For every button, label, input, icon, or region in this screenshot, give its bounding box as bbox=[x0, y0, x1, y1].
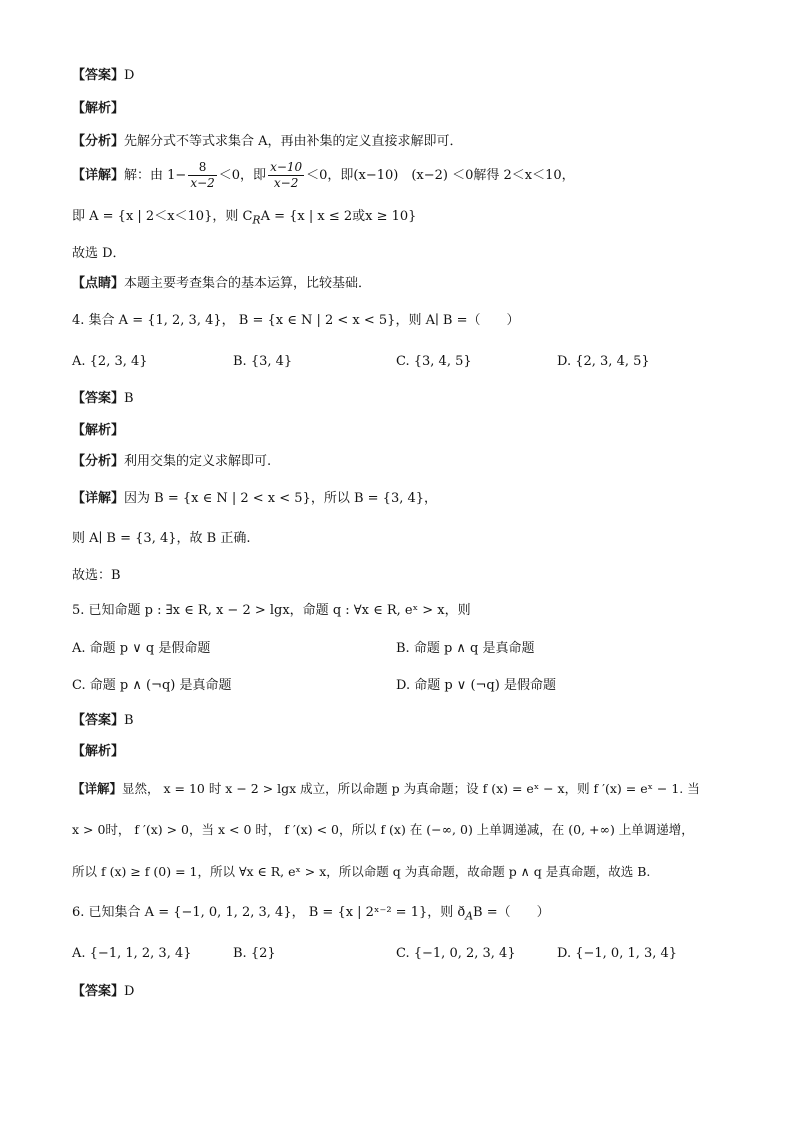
answer-label: 【答案】 bbox=[72, 68, 125, 83]
q4-detail-line-2: 则 A∣ B = {3, 4}，故 B 正确. bbox=[72, 531, 251, 546]
q5-detail-line-2: x > 0时， f ′(x) > 0，当 x < 0 时， f ′(x) < 0，所以 f (x) 在 (−∞, 0) 上单调递减，在 (0, +∞) 上单调递增， bbox=[72, 822, 694, 837]
q6-option-a: A. {−1, 1, 2, 3, 4} bbox=[72, 946, 192, 961]
q4-option-b: B. {3, 4} bbox=[233, 354, 293, 369]
q3-fenxi-line: 【分析】先解分式不等式求集合 A，再由补集的定义直接求解即可． bbox=[72, 134, 463, 149]
q5-detail-line-1: 【详解】显然， x = 10 时 x − 2 > lgx 成立，所以命题 p 为真命题；设 f (x) = eˣ − x，则 f ′(x) = eˣ − 1. 当 bbox=[72, 781, 700, 796]
q5-answer-line: 【答案】B bbox=[72, 713, 134, 728]
q6-option-b: B. {2} bbox=[233, 946, 276, 961]
q3-choose-line: 故选 D． bbox=[72, 246, 126, 261]
fraction: $\frac{8}{x-2}$ bbox=[190, 160, 215, 190]
q5-stem: 5. 已知命题 p : ∃x ∈ R, x − 2 > lgx，命题 q : ∀x ∈ R, eˣ > x，则 bbox=[72, 603, 471, 618]
fraction: $\frac{x-10}{x-2}$ bbox=[270, 160, 303, 190]
q3-comment-line: 【点睛】本题主要考查集合的基本运算，比较基础． bbox=[72, 276, 372, 291]
q4-fenxi-line: 【分析】利用交集的定义求解即可. bbox=[72, 454, 272, 469]
q5-option-d: D. 命题 p ∨ (¬q) 是假命题 bbox=[396, 678, 556, 693]
q4-option-d: D. {2, 3, 4, 5} bbox=[557, 354, 650, 369]
q5-option-c: C. 命题 p ∧ (¬q) 是真命题 bbox=[72, 678, 232, 693]
q4-analysis-label: 【解析】 bbox=[72, 423, 125, 438]
q6-option-c: C. {−1, 0, 2, 3, 4} bbox=[396, 946, 516, 961]
q6-answer-line: 【答案】D bbox=[72, 984, 135, 999]
q4-answer-line: 【答案】B bbox=[72, 391, 134, 406]
q5-analysis-label: 【解析】 bbox=[72, 744, 125, 759]
q4-option-c: C. {3, 4, 5} bbox=[396, 354, 472, 369]
q5-option-b: B. 命题 p ∧ q 是真命题 bbox=[396, 641, 535, 656]
q3-analysis-label: 【解析】 bbox=[72, 101, 125, 116]
q3-detail-line-1: 【详解】解：由 1− $\frac{8}{x-2}$ ＜0，即 $\frac{x-10}{x-2}$ ＜0，即(x−10) (x−2) ＜0解得 2＜x＜10， bbox=[72, 160, 575, 190]
q4-option-a: A. {2, 3, 4} bbox=[72, 354, 148, 369]
answer-value: D bbox=[124, 68, 135, 83]
q5-detail-line-3: 所以 f (x) ≥ f (0) = 1，所以 ∀x ∈ R, eˣ > x，所以命题 q 为真命题，故命题 p ∧ q 是真命题，故选 B. bbox=[72, 864, 651, 879]
q6-stem: 6. 已知集合 A = {−1, 0, 1, 2, 3, 4}， B = {x | 2ˣ⁻² = 1}，则 $ð_AB$ =（ ） bbox=[72, 905, 550, 923]
q3-detail-line-2: 即 A = {x | 2＜x＜10}，则 $C_RA = \{x$ | x ≤ 2或x ≥ 10} bbox=[72, 209, 417, 227]
q4-choose-line: 故选：B bbox=[72, 568, 121, 583]
q5-option-a: A. 命题 p ∨ q 是假命题 bbox=[72, 641, 211, 656]
q3-answer-line bbox=[72, 66, 134, 86]
q4-detail-line: 【详解】因为 B = {x ∈ N | 2 < x < 5}，所以 B = {3, 4}， bbox=[72, 491, 438, 506]
q4-stem: 4. 集合 A = {1, 2, 3, 4}， B = {x ∈ N | 2 < x < 5}，则 A∣ B =（ ） bbox=[72, 313, 520, 328]
q6-option-d: D. {−1, 0, 1, 3, 4} bbox=[557, 946, 678, 961]
